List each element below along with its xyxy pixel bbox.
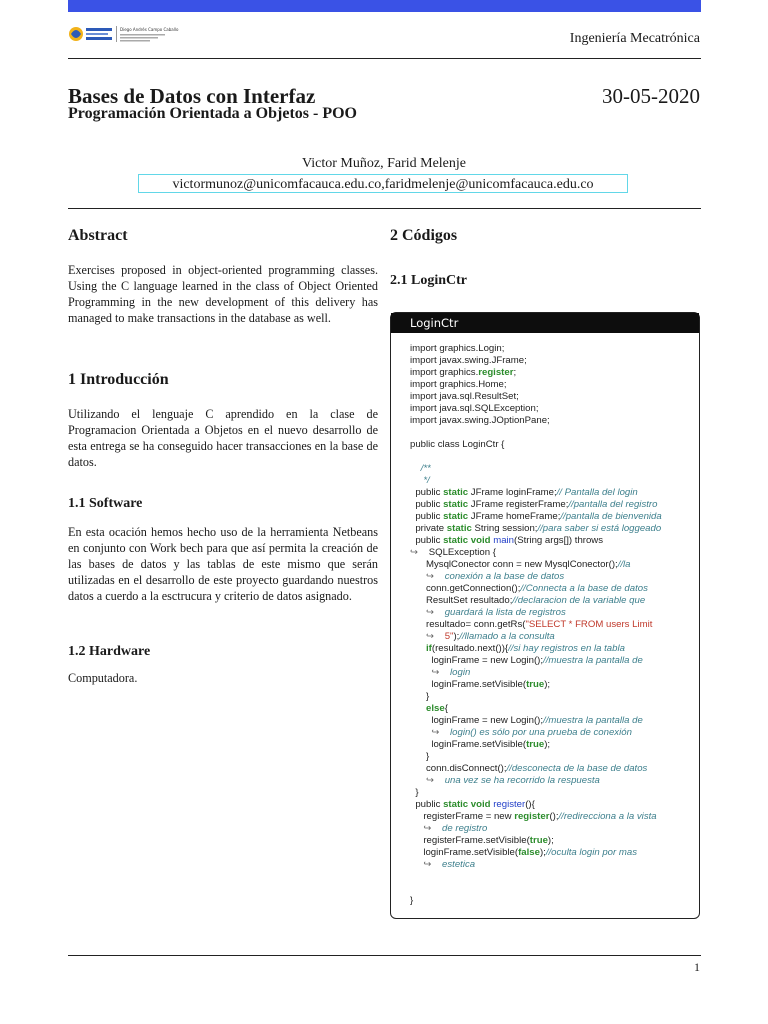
code-token: static bbox=[443, 487, 469, 498]
code-token: JFrame homeFrame; bbox=[468, 511, 561, 522]
code-token: if bbox=[426, 643, 432, 654]
code-token: registerFrame = new bbox=[410, 811, 515, 822]
code-line bbox=[410, 835, 699, 847]
code-line bbox=[410, 535, 699, 547]
code-token: ↪ bbox=[410, 631, 435, 642]
code-token: ↪ bbox=[410, 571, 435, 582]
code-token: login bbox=[439, 667, 471, 678]
code-line bbox=[410, 475, 699, 487]
code-token: una vez se ha recorrido la respuesta bbox=[434, 775, 600, 786]
code-token: loginFrame.setVisible( bbox=[410, 679, 527, 690]
code-token: false bbox=[518, 847, 540, 858]
paper-authors: Victor Muñoz, Farid Melenje bbox=[301, 156, 466, 171]
code-line bbox=[410, 343, 699, 355]
code-token: SQLException { bbox=[418, 547, 496, 558]
code-line bbox=[410, 559, 699, 571]
code-token: } bbox=[410, 691, 430, 702]
code-line bbox=[410, 367, 699, 379]
code-token: //si hay registros en la tabla bbox=[508, 643, 625, 654]
code-token: } bbox=[410, 751, 430, 762]
code-listing bbox=[390, 312, 700, 919]
code-token: ); bbox=[453, 631, 460, 642]
code-token: public bbox=[410, 511, 444, 522]
code-token: //Connecta a la base de datos bbox=[520, 583, 648, 594]
code-token: JFrame registerFrame; bbox=[468, 499, 569, 510]
code-token: "SELECT * FROM users Limit bbox=[525, 619, 653, 630]
code-token: ↪ bbox=[410, 823, 432, 834]
code-line bbox=[410, 883, 699, 895]
code-line bbox=[410, 355, 699, 367]
software-text: En esta ocación hemos hecho uso de la herramienta Netbeans en conjunto con Work bech para que así permita la creación de las bases de datos y las tablas de este mismo que serán utilizadas en el desarrollo de este proyecto guardando nuestros datos a cuerdo a la esctrucura y criterio de datos asignado. bbox=[68, 525, 378, 603]
code-line bbox=[410, 871, 699, 883]
code-token: else bbox=[426, 703, 445, 714]
code-token: (){ bbox=[525, 799, 535, 810]
code-token: import java.sql.SQLException; bbox=[410, 403, 539, 414]
code-line bbox=[410, 619, 699, 631]
code-token: public class LoginCtr { bbox=[410, 439, 505, 450]
department-label: Ingeniería Mecatrónica bbox=[569, 31, 700, 46]
paper-title: Bases de Datos con Interfaz bbox=[68, 84, 316, 108]
code-token: JFrame loginFrame; bbox=[468, 487, 557, 498]
code-token: public bbox=[410, 799, 444, 810]
code-line bbox=[410, 415, 699, 427]
code-line bbox=[410, 607, 699, 619]
code-token: (resultado.next()){ bbox=[431, 643, 509, 654]
author-emails-link[interactable]: victormunoz@unicomfacauca.edu.co,faridmelenje@unicomfacauca.edu.co bbox=[138, 174, 628, 193]
code-token: import graphics.Login; bbox=[410, 343, 505, 354]
code-line bbox=[410, 487, 699, 499]
code-token: import java.sql.ResultSet; bbox=[410, 391, 519, 402]
code-line bbox=[410, 775, 699, 787]
code-token: import javax.swing.JOptionPane; bbox=[410, 415, 550, 426]
code-line bbox=[410, 499, 699, 511]
code-token: } bbox=[410, 895, 414, 906]
code-line bbox=[410, 847, 699, 859]
abstract-text: Exercises proposed in object-oriented programming classes. Using the C language learned in the class of Object Oriented Programming in the new development of this delivery has managed to make transactions in the database as well. bbox=[68, 263, 378, 325]
code-line bbox=[410, 631, 699, 643]
code-line bbox=[410, 751, 699, 763]
code-line bbox=[410, 655, 699, 667]
code-token: ResultSet resultado; bbox=[410, 595, 513, 606]
code-token: conn.getConnection(); bbox=[410, 583, 521, 594]
abstract-heading: Abstract bbox=[68, 227, 128, 244]
code-token: ); bbox=[539, 847, 546, 858]
code-token: main bbox=[493, 535, 514, 546]
code-token: static bbox=[443, 511, 469, 522]
code-token: ↪ bbox=[410, 859, 432, 870]
code-token: ↪ bbox=[410, 667, 440, 678]
code-token: { bbox=[444, 703, 448, 714]
code-token: //redirecciona a la vista bbox=[558, 811, 657, 822]
hardware-heading: 1.2 Hardware bbox=[68, 644, 151, 659]
code-line bbox=[410, 811, 699, 823]
code-token: ); bbox=[544, 679, 551, 690]
code-token: /** bbox=[410, 463, 431, 474]
code-token: ↪ bbox=[410, 607, 435, 618]
code-line bbox=[410, 667, 699, 679]
intro-heading: 1 Introducción bbox=[68, 371, 169, 388]
code-token: //oculta login por mas bbox=[545, 847, 637, 858]
code-token: login() es sólo por una prueba de conexión bbox=[439, 727, 632, 738]
code-line bbox=[410, 379, 699, 391]
paper-date: 30-05-2020 bbox=[602, 84, 700, 108]
code-token: //declaracion de la variable que bbox=[512, 595, 646, 606]
code-line bbox=[410, 715, 699, 727]
code-token: (String args[]) throws bbox=[514, 535, 604, 546]
code-token: static bbox=[443, 499, 469, 510]
code-token bbox=[410, 703, 426, 714]
code-line bbox=[410, 703, 699, 715]
code-line bbox=[410, 451, 699, 463]
footer-rule bbox=[68, 955, 701, 956]
code-token: ↪ bbox=[410, 775, 435, 786]
code-token: //llamado a la consulta bbox=[459, 631, 555, 642]
code-token: // Pantalla del login bbox=[556, 487, 638, 498]
code-body bbox=[391, 333, 699, 907]
top-accent-bar bbox=[68, 0, 701, 12]
code-line bbox=[410, 727, 699, 739]
loginctr-subheading: 2.1 LoginCtr bbox=[390, 273, 467, 288]
paper-subtitle: Programación Orientada a Objetos - POO bbox=[68, 105, 357, 122]
code-line bbox=[410, 523, 699, 535]
code-token: private bbox=[410, 523, 447, 534]
code-token: estetica bbox=[431, 859, 476, 870]
header-rule bbox=[68, 58, 701, 59]
code-token: //muestra la pantalla de bbox=[543, 655, 643, 666]
code-listing-title: LoginCtr bbox=[391, 313, 699, 333]
code-token: static bbox=[446, 523, 472, 534]
code-line bbox=[410, 571, 699, 583]
code-token: public bbox=[410, 499, 444, 510]
code-token: true bbox=[529, 835, 548, 846]
code-token: String session; bbox=[471, 523, 538, 534]
code-token: loginFrame = new Login(); bbox=[410, 655, 544, 666]
code-token: */ bbox=[410, 475, 430, 486]
code-token: public bbox=[410, 535, 444, 546]
code-token: import javax.swing.JFrame; bbox=[410, 355, 527, 366]
code-line bbox=[410, 823, 699, 835]
code-token: conexión a la base de datos bbox=[434, 571, 565, 582]
code-token: //pantalla del registro bbox=[568, 499, 658, 510]
code-token: static void bbox=[443, 799, 491, 810]
code-token: //desconecta de la base de datos bbox=[506, 763, 648, 774]
code-line bbox=[410, 859, 699, 871]
intro-text: Utilizando el lenguaje C aprendido en la clase de Programacion Orientada a Objetos en el nuevo desarrollo de esta entrega se ha conseguido hacer transacciones en la base de datos. bbox=[68, 407, 378, 469]
code-token: loginFrame = new Login(); bbox=[410, 715, 544, 726]
code-line bbox=[410, 511, 699, 523]
code-line bbox=[410, 763, 699, 775]
code-token: //pantalla de bienvenida bbox=[560, 511, 662, 522]
code-token: conn.disConnect(); bbox=[410, 763, 507, 774]
code-token: resultado= conn.getRs( bbox=[410, 619, 526, 630]
code-token: true bbox=[526, 679, 545, 690]
code-token: register bbox=[514, 811, 550, 822]
code-token: (); bbox=[549, 811, 559, 822]
code-token: } bbox=[410, 787, 419, 798]
hardware-text: Computadora. bbox=[68, 671, 138, 685]
code-line bbox=[410, 403, 699, 415]
title-rule bbox=[68, 208, 701, 209]
code-token: ); bbox=[544, 739, 551, 750]
code-token: de registro bbox=[431, 823, 488, 834]
code-line bbox=[410, 547, 699, 559]
university-logo bbox=[68, 22, 179, 46]
code-token: registerFrame.setVisible( bbox=[410, 835, 530, 846]
code-token: loginFrame.setVisible( bbox=[410, 847, 519, 858]
code-token: register bbox=[493, 799, 526, 810]
code-token: 5" bbox=[434, 631, 454, 642]
code-token: ↪ bbox=[410, 727, 440, 738]
code-line bbox=[410, 691, 699, 703]
code-line bbox=[410, 391, 699, 403]
code-token: //para saber si está loggeado bbox=[537, 523, 662, 534]
code-line bbox=[410, 439, 699, 451]
code-line bbox=[410, 595, 699, 607]
code-token: guardará la lista de registros bbox=[434, 607, 566, 618]
code-line bbox=[410, 583, 699, 595]
code-token: ; bbox=[513, 367, 517, 378]
svg-text:Diego Andrés Campo Caballo: Diego Andrés Campo Caballo bbox=[120, 27, 179, 32]
code-token: //la bbox=[617, 559, 631, 570]
code-token: import graphics.Home; bbox=[410, 379, 507, 390]
code-line bbox=[410, 739, 699, 751]
code-token: register bbox=[478, 367, 514, 378]
software-heading: 1.1 Software bbox=[68, 496, 143, 511]
code-token: true bbox=[526, 739, 545, 750]
code-line bbox=[410, 799, 699, 811]
codes-heading: 2 Códigos bbox=[390, 227, 458, 244]
code-line bbox=[410, 643, 699, 655]
code-token: static void bbox=[443, 535, 491, 546]
code-line bbox=[410, 427, 699, 439]
code-token: ); bbox=[547, 835, 554, 846]
code-token: loginFrame.setVisible( bbox=[410, 739, 527, 750]
code-token bbox=[410, 643, 426, 654]
code-token: ↪ bbox=[410, 547, 419, 558]
code-line bbox=[410, 679, 699, 691]
code-line bbox=[410, 463, 699, 475]
code-token: import graphics. bbox=[410, 367, 479, 378]
code-line bbox=[410, 895, 699, 907]
code-token: //muestra la pantalla de bbox=[543, 715, 643, 726]
page-number: 1 bbox=[694, 960, 700, 974]
code-token: public bbox=[410, 487, 444, 498]
code-token: MysqlConector conn = new MysqlConector(); bbox=[410, 559, 618, 570]
code-line bbox=[410, 787, 699, 799]
